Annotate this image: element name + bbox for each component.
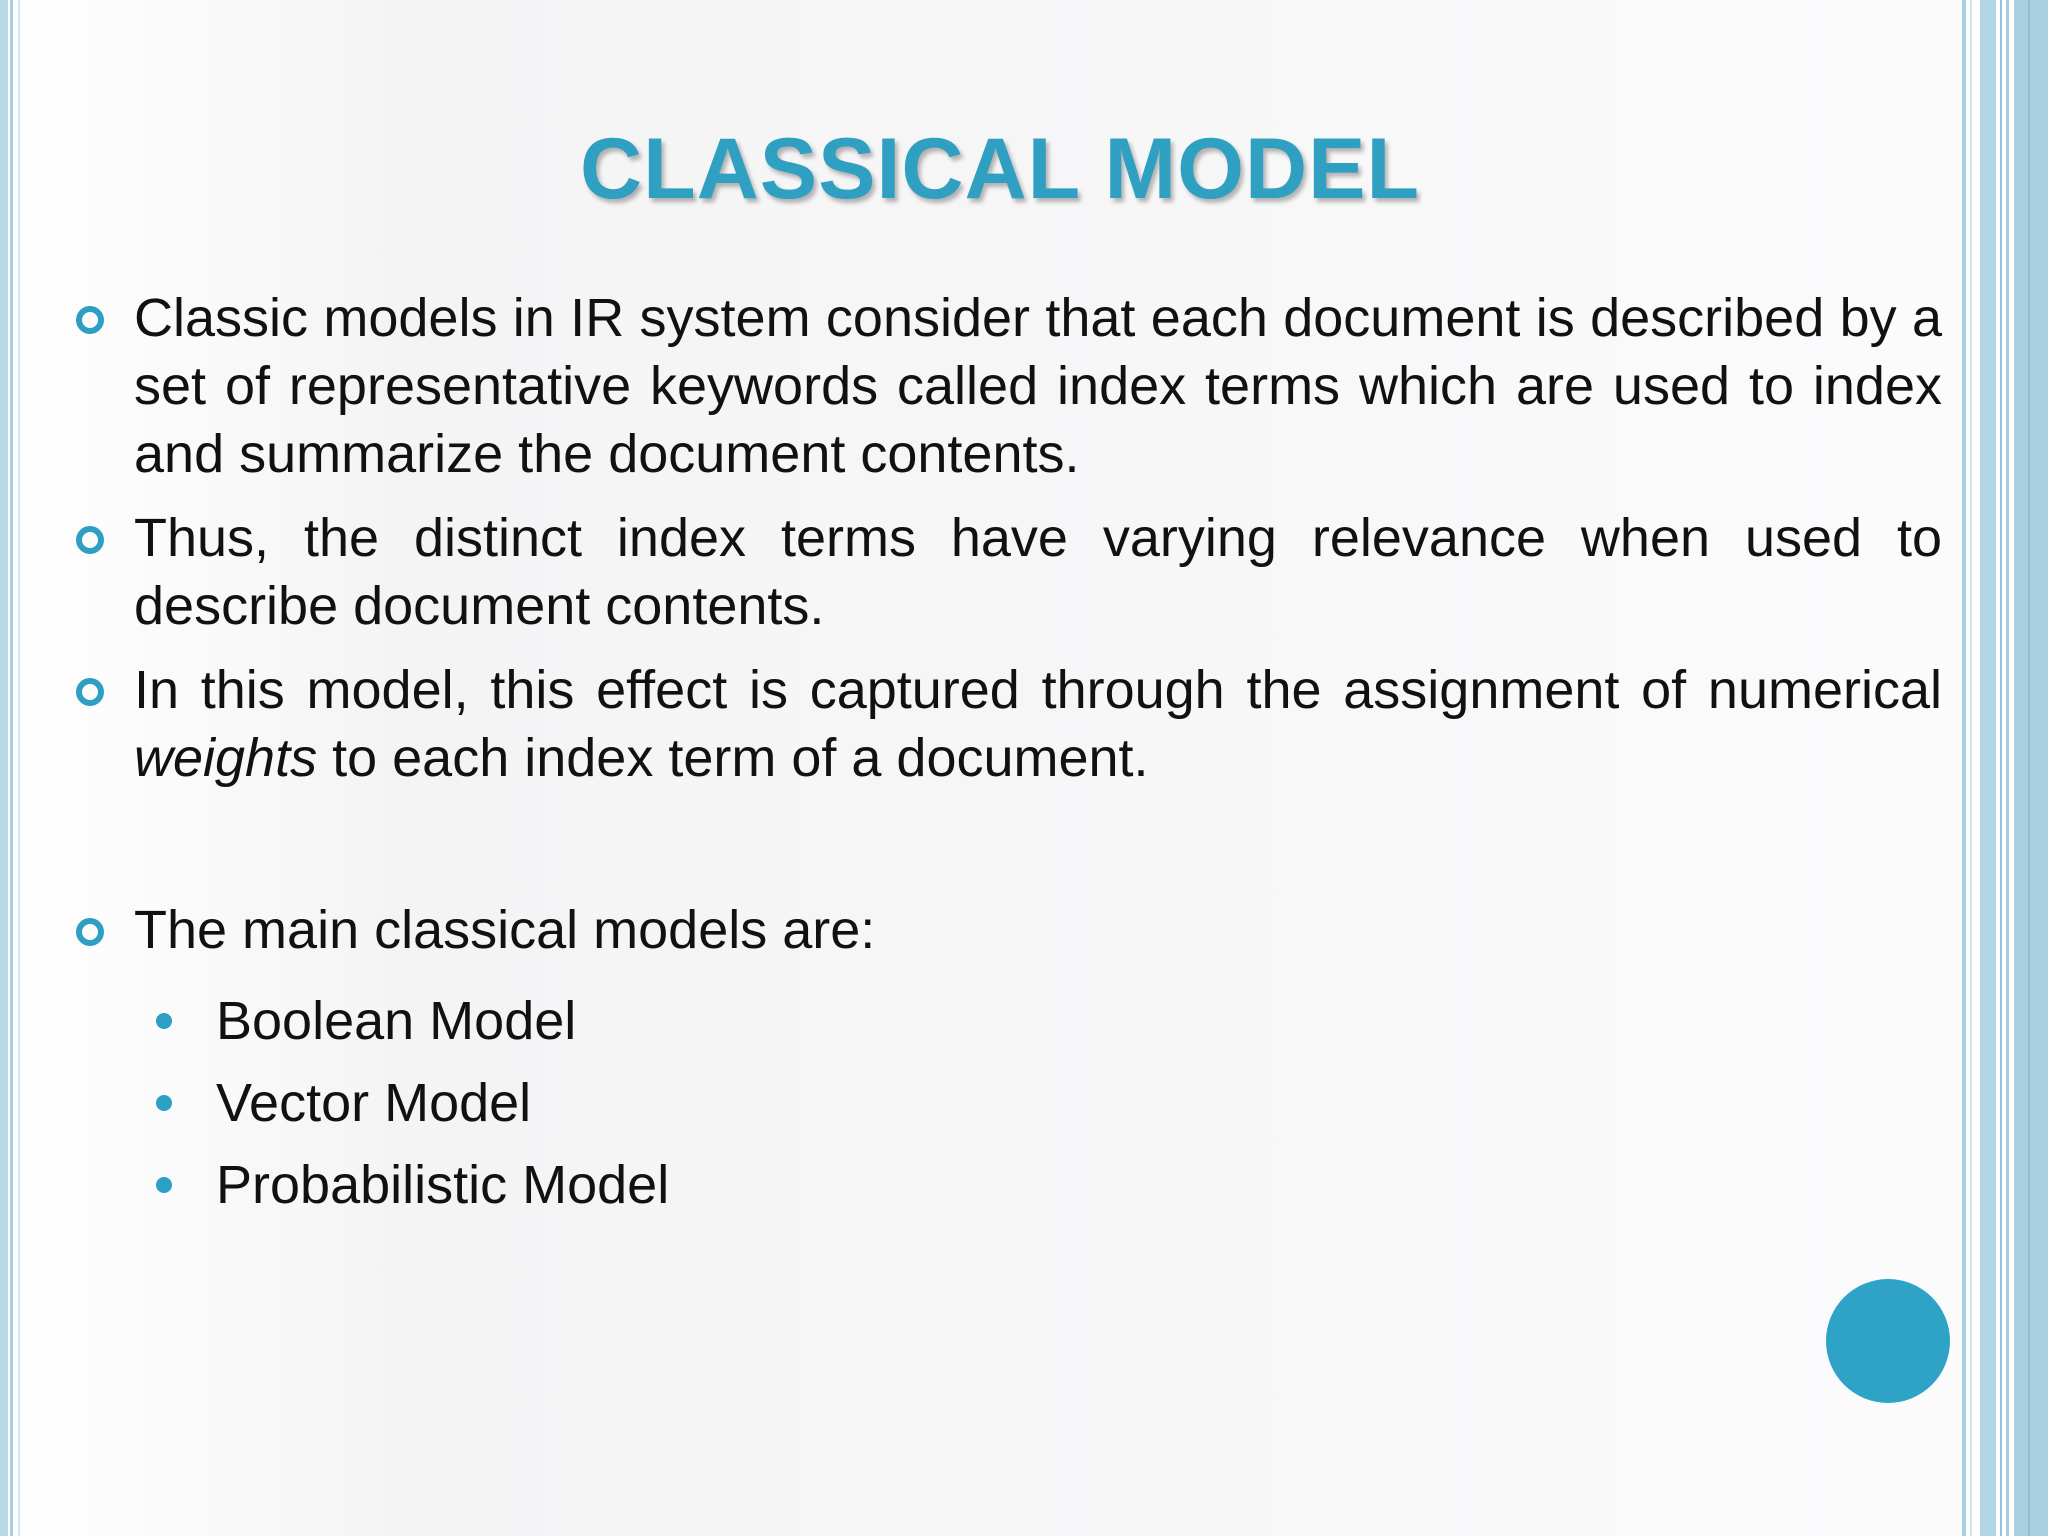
right-border-stripe <box>2006 0 2009 1536</box>
sub-bullet-item <box>70 1144 1942 1226</box>
hollow-ring-bullet-icon <box>76 918 104 946</box>
bullet-text-part: to each index term of a document. <box>317 728 1149 788</box>
slide-title: CLASSICAL MODEL <box>580 121 1420 217</box>
right-border-stripe <box>2028 0 2030 1536</box>
bullet-text-emphasis: weights <box>134 728 318 788</box>
sub-bullet-text: Probabilistic Model <box>216 1155 670 1215</box>
filled-dot-bullet-icon <box>156 1177 172 1193</box>
bullet-item <box>70 284 1942 488</box>
left-border-stripe <box>0 0 8 1536</box>
bullet-text: The main classical models are: <box>134 900 876 960</box>
filled-dot-bullet-icon <box>156 1013 172 1029</box>
left-border-stripe <box>10 0 13 1536</box>
right-border-stripe <box>1962 0 1966 1536</box>
sub-bullet-text: Vector Model <box>216 1073 532 1133</box>
bullet-item <box>70 656 1942 792</box>
bullet-text-part: In this model, this effect is captured through the assignment of numerical <box>134 660 1942 720</box>
hollow-ring-bullet-icon <box>76 678 104 706</box>
hollow-ring-bullet-icon <box>76 526 104 554</box>
right-border-stripe <box>1980 0 1996 1536</box>
bullet-item <box>70 504 1942 640</box>
right-border-stripe <box>2014 0 2048 1536</box>
bullet-text: Classic models in IR system consider that each document is described by a set of representative keywords called index terms which are used to index and summarize the document contents. <box>134 288 1942 484</box>
sub-bullet-text: Boolean Model <box>216 991 577 1051</box>
right-border-stripe <box>1970 0 1972 1536</box>
sub-bullet-item <box>70 1062 1942 1144</box>
right-border-stripe <box>2000 0 2002 1536</box>
sub-bullet-item <box>70 980 1942 1062</box>
filled-dot-bullet-icon <box>156 1095 172 1111</box>
bullet-text: Thus, the distinct index terms have varying relevance when used to describe document contents. <box>134 508 1942 636</box>
slide-content <box>70 284 1942 1226</box>
teal-circle-decoration <box>1826 1279 1950 1403</box>
bullet-item <box>70 896 1942 964</box>
hollow-ring-bullet-icon <box>76 306 104 334</box>
left-border-stripe <box>18 0 20 1536</box>
